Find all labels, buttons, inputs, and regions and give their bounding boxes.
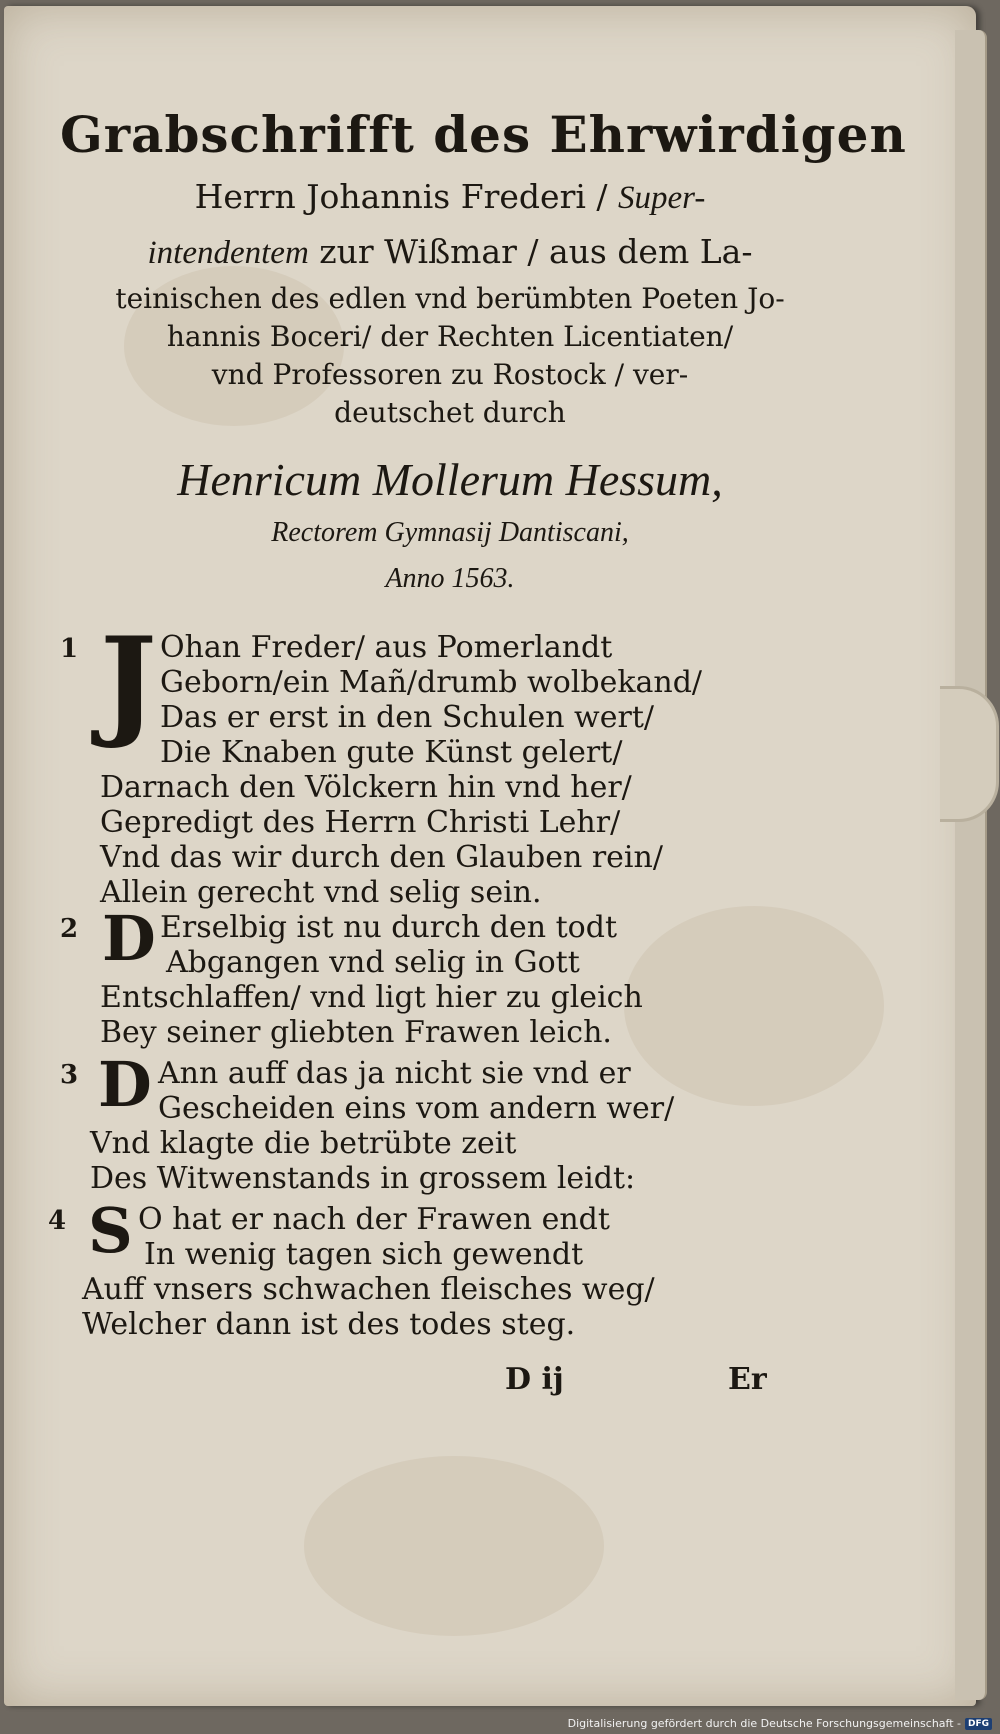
poem-line: Gescheiden eins vom andern wer/	[158, 1091, 675, 1126]
stanza-1	[60, 611, 860, 910]
title-line-3a: intendentem	[147, 235, 309, 271]
title-line-7: deutschet durch	[334, 396, 566, 429]
poem-line: Bey seiner gliebten Frawen leich.	[100, 1015, 612, 1050]
stanza-lines	[90, 1126, 635, 1196]
poem-line: Erselbig ist nu durch den todt	[160, 910, 618, 945]
poem-line: Das er erst in den Schulen wert/	[160, 700, 654, 735]
stanza-number: 2	[60, 914, 79, 944]
title-line-4: teinischen des edlen vnd berümbten Poeten Jo-	[115, 282, 785, 315]
poem-line: In wenig tagen sich gewendt	[144, 1237, 584, 1272]
stanza-lines	[100, 770, 663, 910]
stanza-number: 1	[60, 634, 79, 664]
stanza-2	[60, 902, 860, 1056]
poem-line: Des Witwenstands in grossem leidt:	[90, 1161, 636, 1196]
poem-line: Allein gerecht vnd selig sein.	[100, 875, 542, 910]
stanza-lines	[100, 980, 643, 1050]
poem-line: Auff vnsers schwachen fleisches weg/	[82, 1272, 655, 1307]
digitization-credit	[568, 1717, 992, 1730]
stanza-lines	[138, 1202, 610, 1272]
decorated-initial: J	[100, 611, 157, 752]
title-line-1: Grabschrifft des Ehrwirdigen	[60, 105, 907, 164]
title-line-2a: Herrn Johannis Frederi /	[194, 177, 608, 216]
page-edge	[955, 30, 987, 1700]
poem-line: Die Knaben gute Künst gelert/	[160, 735, 623, 770]
rector-title: Rectorem Gymnasij Dantiscani,	[271, 517, 629, 548]
bookmark-tab	[940, 686, 999, 822]
poem	[48, 611, 860, 1348]
poem-line: Ann auff das ja nicht sie vnd er	[158, 1056, 631, 1091]
dfg-logo-icon: DFG	[965, 1718, 992, 1730]
poem-line: Vnd das wir durch den Glauben rein/	[100, 840, 663, 875]
decorated-initial: S	[88, 1194, 133, 1267]
poem-line: Darnach den Völckern hin vnd her/	[100, 770, 632, 805]
stanza-lines	[158, 1056, 674, 1126]
poem-line: Ohan Freder/ aus Pomerlandt	[160, 630, 613, 665]
poem-line: Welcher dann ist des todes steg.	[82, 1307, 576, 1342]
stanza-number: 4	[48, 1206, 67, 1236]
signature-mark: D ij	[505, 1362, 564, 1397]
poem-line: Entschlaffen/ vnd ligt hier zu gleich	[100, 980, 643, 1015]
title-line-5: hannis Boceri/ der Rechten Licentiaten/	[166, 320, 734, 353]
poem-line: Abgangen vnd selig in Gott	[166, 945, 580, 980]
publication-year: Anno 1563.	[385, 563, 515, 594]
decorated-initial: D	[102, 902, 156, 975]
stanza-lines	[82, 1272, 655, 1342]
poem-line: Gepredigt des Herrn Christi Lehr/	[100, 805, 621, 840]
stanza-number: 3	[60, 1060, 79, 1090]
poem-line: Vnd klagte die betrübte zeit	[90, 1126, 517, 1161]
stanza-lines	[160, 630, 702, 770]
stanza-4	[48, 1194, 860, 1348]
decorated-initial: D	[98, 1048, 152, 1121]
poem-line: Geborn/ein Mañ/drumb wolbekand/	[160, 665, 703, 700]
title-line-2	[60, 170, 840, 225]
catchword: Er	[728, 1362, 767, 1397]
credit-text: Digitalisierung gefördert durch die Deutsche Forschungsgemeinschaft -	[567, 1717, 961, 1730]
stanza-3	[60, 1048, 860, 1202]
title-line-3	[60, 225, 840, 280]
paper-stain	[304, 1456, 604, 1636]
stanza-lines	[160, 910, 617, 980]
title-line-3b: zur Wißmar / aus dem La-	[319, 232, 753, 271]
title-block	[60, 100, 907, 602]
poem-line: O hat er nach der Frawen endt	[138, 1202, 610, 1237]
title-line-6: vnd Professoren zu Rostock / ver-	[211, 358, 689, 391]
author-name: Henricum Mollerum Hessum,	[177, 454, 723, 505]
title-line-2b: Super-	[618, 180, 706, 216]
